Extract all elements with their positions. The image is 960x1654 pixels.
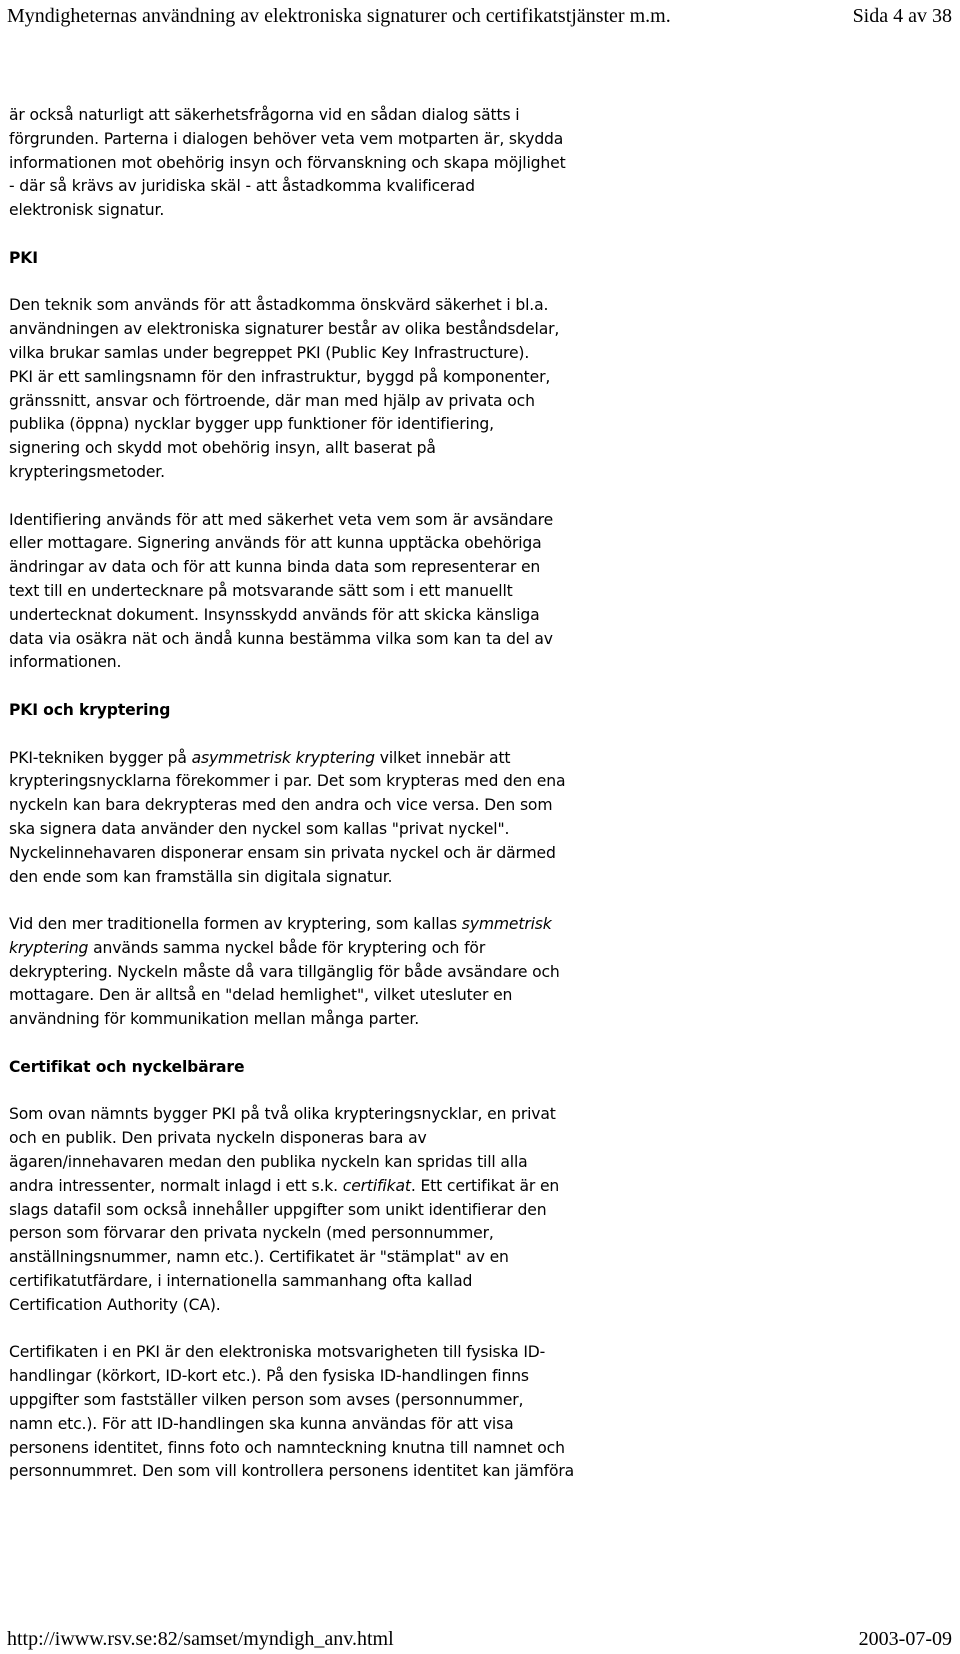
- text-line: person som förvarar den privata nyckeln (med personnummer,: [9, 1224, 494, 1243]
- paragraph-certificate: [9, 1103, 954, 1317]
- text-line: Nyckelinnehavaren disponerar ensam sin privata nyckel och är därmed: [9, 843, 556, 862]
- print-date: 2003-07-09: [858, 1628, 952, 1650]
- text-run: . Ett certifikat är en: [410, 1176, 560, 1195]
- text-line: Certifikaten i en PKI är den elektroniska motsvarigheten till fysiska ID-: [9, 1343, 546, 1362]
- document-body: [9, 104, 954, 1484]
- page-url: http://iwww.rsv.se:82/samset/myndigh_anv.html: [7, 1628, 394, 1650]
- emphasis-text: kryptering: [9, 938, 89, 957]
- text-run: används samma nyckel både för kryptering och för: [88, 938, 486, 957]
- emphasis-text: symmetrisk: [461, 915, 552, 934]
- heading-certifikat: [9, 1056, 954, 1080]
- text-line: och en publik. Den privata nyckeln disponeras bara av: [9, 1129, 427, 1148]
- text-line: ägaren/innehavaren medan den publika nyckeln kan spridas till alla: [9, 1153, 528, 1172]
- text-line: den ende som kan framställa sin digitala signatur.: [9, 867, 393, 886]
- paragraph-asymmetric: [9, 747, 954, 890]
- text-line: Certification Authority (CA).: [9, 1295, 221, 1314]
- text-line: uppgifter som fastställer vilken person som avses (personnummer,: [9, 1391, 524, 1410]
- text-line: Identifiering används för att med säkerhet veta vem som är avsändare: [9, 510, 554, 529]
- heading-pki: [9, 247, 954, 271]
- emphasis-text: asymmetrisk kryptering: [191, 748, 375, 767]
- text-line: text till en undertecknare på motsvarande sätt som i ett manuellt: [9, 581, 513, 600]
- text-line: undertecknat dokument. Insynsskydd används för att skicka känsliga: [9, 605, 540, 624]
- text-line: informationen mot obehörig insyn och förvanskning och skapa möjlighet: [9, 153, 566, 172]
- text-line: personnummret. Den som vill kontrollera personens identitet kan jämföra: [9, 1462, 575, 1481]
- text-line: nyckeln kan bara dekrypteras med den andra och vice versa. Den som: [9, 796, 553, 815]
- text-line: användning för kommunikation mellan många parter.: [9, 1010, 420, 1029]
- text-line: signering och skydd mot obehörig insyn, allt baserat på: [9, 439, 436, 458]
- emphasis-text: certifikat: [342, 1176, 411, 1195]
- text-line: handlingar (körkort, ID-kort etc.). På den fysiska ID-handlingen finns: [9, 1367, 529, 1386]
- heading-pki-kryptering: [9, 699, 954, 723]
- text-run: PKI-tekniken bygger på: [9, 748, 192, 767]
- text-line: certifikatutfärdare, i internationella sammanhang ofta kallad: [9, 1272, 473, 1291]
- text-line: informationen.: [9, 653, 122, 672]
- text-line: dekryptering. Nyckeln måste då vara tillgänglig för både avsändare och: [9, 962, 560, 981]
- text-line: Som ovan nämnts bygger PKI på två olika krypteringsnycklar, en privat: [9, 1105, 556, 1124]
- text-run: andra intressenter, normalt inlagd i ett s.k.: [9, 1176, 343, 1195]
- text-line: vilka brukar samlas under begreppet PKI (Public Key Infrastructure).: [9, 343, 530, 362]
- text-line: [9, 937, 954, 961]
- page-footer: [7, 1626, 952, 1652]
- heading-text: PKI och kryptering: [9, 700, 171, 719]
- text-line: anställningsnummer, namn etc.). Certifikatet är "stämplat" av en: [9, 1248, 509, 1267]
- text-line: publika (öppna) nycklar bygger upp funktioner för identifiering,: [9, 415, 494, 434]
- text-line: personens identitet, finns foto och namnteckning knutna till namnet och: [9, 1438, 565, 1457]
- text-line: gränssnitt, ansvar och förtroende, där man med hjälp av privata och: [9, 391, 535, 410]
- heading-text: PKI: [9, 248, 38, 267]
- text-line: krypteringsmetoder.: [9, 462, 165, 481]
- text-line: PKI är ett samlingsnamn för den infrastruktur, byggd på komponenter,: [9, 367, 551, 386]
- text-line: - där så krävs av juridiska skäl - att åstadkomma kvalificerad: [9, 177, 475, 196]
- text-line: namn etc.). För att ID-handlingen ska kunna användas för att visa: [9, 1414, 514, 1433]
- paragraph-dialog: [9, 104, 954, 223]
- document-title: Myndigheternas användning av elektroniska signaturer och certifikatstjänster m.m.: [7, 5, 671, 27]
- paragraph-symmetric: [9, 913, 954, 1032]
- text-line: elektronisk signatur.: [9, 201, 165, 220]
- text-line: ändringar av data och för att kunna binda data som representerar en: [9, 558, 541, 577]
- page-header: [7, 4, 952, 28]
- text-line: data via osäkra nät och ändå kunna bestämma vilka som kan ta del av: [9, 629, 553, 648]
- page-number: Sida 4 av 38: [852, 5, 952, 27]
- text-line: Den teknik som används för att åstadkomma önskvärd säkerhet i bl.a.: [9, 296, 549, 315]
- text-line: eller mottagare. Signering används för att kunna upptäcka obehöriga: [9, 534, 542, 553]
- text-line: är också naturligt att säkerhetsfrågorna vid en sådan dialog sätts i: [9, 106, 520, 124]
- text-line: användningen av elektroniska signaturer består av olika beståndsdelar,: [9, 320, 560, 339]
- paragraph-id-documents: [9, 1341, 954, 1484]
- text-line: [9, 747, 954, 771]
- text-line: [9, 1175, 954, 1199]
- text-line: ska signera data använder den nyckel som kallas "privat nyckel".: [9, 819, 510, 838]
- heading-text: Certifikat och nyckelbärare: [9, 1057, 245, 1076]
- text-line: förgrunden. Parterna i dialogen behöver veta vem motparten är, skydda: [9, 129, 564, 148]
- text-run: vilket innebär att: [374, 748, 511, 767]
- paragraph-pki: [9, 294, 954, 484]
- text-line: mottagare. Den är alltså en "delad hemlighet", vilket utesluter en: [9, 986, 513, 1005]
- text-line: slags datafil som också innehåller uppgifter som unikt identifierar den: [9, 1200, 547, 1219]
- text-run: Vid den mer traditionella formen av kryptering, som kallas: [9, 915, 462, 934]
- paragraph-identification: [9, 509, 954, 676]
- text-line: krypteringsnycklarna förekommer i par. Det som krypteras med den ena: [9, 772, 566, 791]
- text-line: [9, 913, 954, 937]
